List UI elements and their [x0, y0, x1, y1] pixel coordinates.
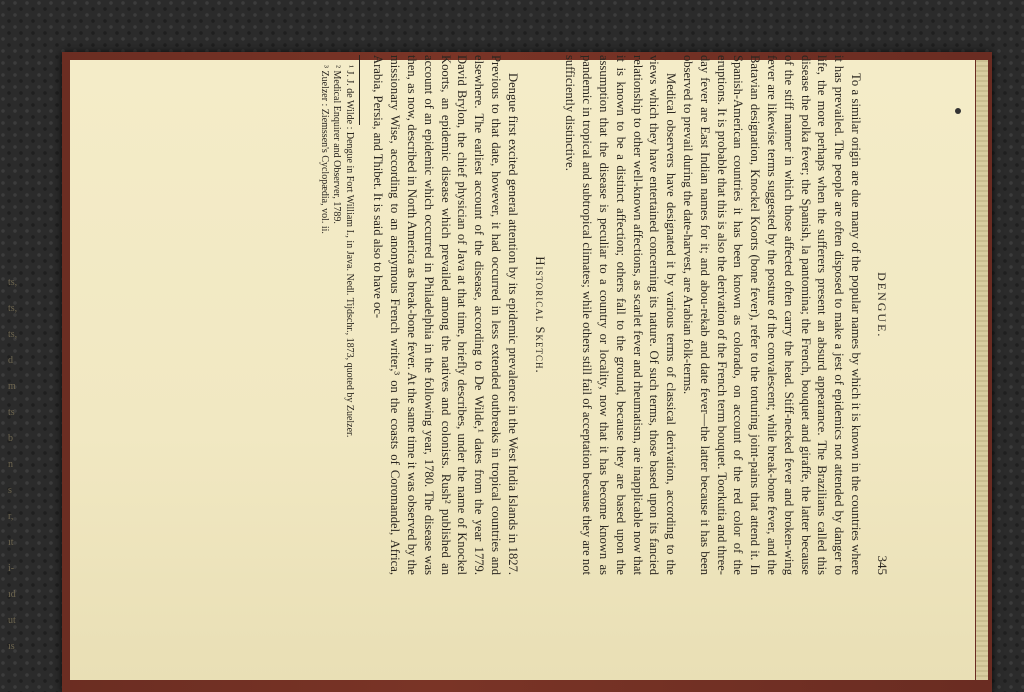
running-title: DENGUE.: [875, 272, 889, 339]
paragraph-historical-sketch: Dengue first excited general attention by its epidemic prevalence in the West India Islands in 1827. Previous to that date, however, it had occurred in less extended outbreaks in tropical countries and elsewhere. The earliest account of the disease, according to De Wilde,¹ dates from the year 1779. David Brylon, the chief physician of Java at that time, briefly describes, under the name of Knockel Koorts, an epidemic disease which prevailed among the natives and colonists. Rush² published an account of an epidemic which occurred in Philadelphia in the following year, 1780. The disease was then, as now, described in North America as break-bone fever. At the same time it was observed by the missionary Wise, according to an anonymous French writer,³ on the coasts of Coromandel, Africa, Arabia, Persia, and Thibet. It is said also to have oc-: [371, 55, 520, 575]
margin-fragment: n: [8, 459, 13, 470]
page-number: 345: [875, 555, 890, 575]
margin-fragment: b: [8, 433, 13, 444]
margin-fragment: ts,: [8, 277, 18, 288]
margin-fragment: ut: [8, 615, 16, 626]
margin-fragment: s: [8, 485, 12, 496]
footnote-3: ³ Zuelzer : Ziemssen's Cyclopædia, vol. ii.: [318, 65, 330, 234]
footnote-rule: [359, 55, 360, 125]
margin-fragment: ts: [8, 407, 15, 418]
page-text-block: [105, 55, 890, 575]
margin-fragment: ts,: [8, 329, 18, 340]
running-head: [872, 55, 890, 575]
margin-fragment: ıt: [8, 537, 14, 548]
margin-fragment: ıd: [8, 589, 16, 600]
footnote-1: ¹ J. J. de Wilde : Dengue in Fort William I., in Java. Nedl. Tijdschr., 1873, quoted by Zuelzer.: [343, 65, 355, 438]
footnote-2: ² Medical Enquirer and Observer, 1789.: [331, 65, 343, 224]
margin-fragment: d: [8, 355, 13, 366]
margin-fragment: m: [8, 381, 16, 392]
paragraph-popular-names: To a similar origin are due many of the popular names by which it is known in the countries where it has prevailed. The people are often disposed to make a jest of epidemics not attended by danger to life, the more perhaps when the sufferers present an absurd appearance. The Brazilians called this disease the polka fever; the Spanish, la pantomina; the French, bouquet and giraffe, the latter because of the stiff manner in which those affected often carry the head. Stiff-necked fever and broken-wing fever are likewise terms suggested by the posture of the convalescent; while break-bone fever, and the Batavian designation, Knockel Koorts (bone fever), refer to the torturing joint-pains that attend it. In Spanish-American countries it has been known as colorado, on account of the red color of the eruptions. It is probable that this is also the derivation of the French term bouquet. Toorkutia and three-day fever are East Indian names for it; and abou-rekab and date fever—the latter because it has been observed to prevail during the date-harvest, are Arabian folk-terms.: [681, 55, 863, 575]
page-speck: [955, 108, 961, 114]
paragraph-medical-terms: Medical observers have designated it by various terms of classical derivation, according to the views which they have entertained concerning its nature. Of such terms, those based upon its fancied relationship to other well-known affections, as scarlet fever and rheumatism, are inapplicable now that it is known to be a distinct affection; others fall to the ground, because they are based upon the assumption that the disease is peculiar to a country or locality, now that it has become known as pandemic in tropical and subtropical climates; while others still fail of acceptation because they are not sufficiently distinctive.: [563, 55, 679, 575]
page-edges: [976, 60, 988, 680]
margin-fragment: ts,: [8, 303, 18, 314]
facing-page-margin: [8, 270, 48, 670]
margin-fragment: r,: [8, 511, 14, 522]
margin-fragment: ıs: [8, 641, 15, 652]
margin-fragment: i-: [8, 563, 15, 574]
section-title: Historical Sketch.: [532, 256, 547, 374]
